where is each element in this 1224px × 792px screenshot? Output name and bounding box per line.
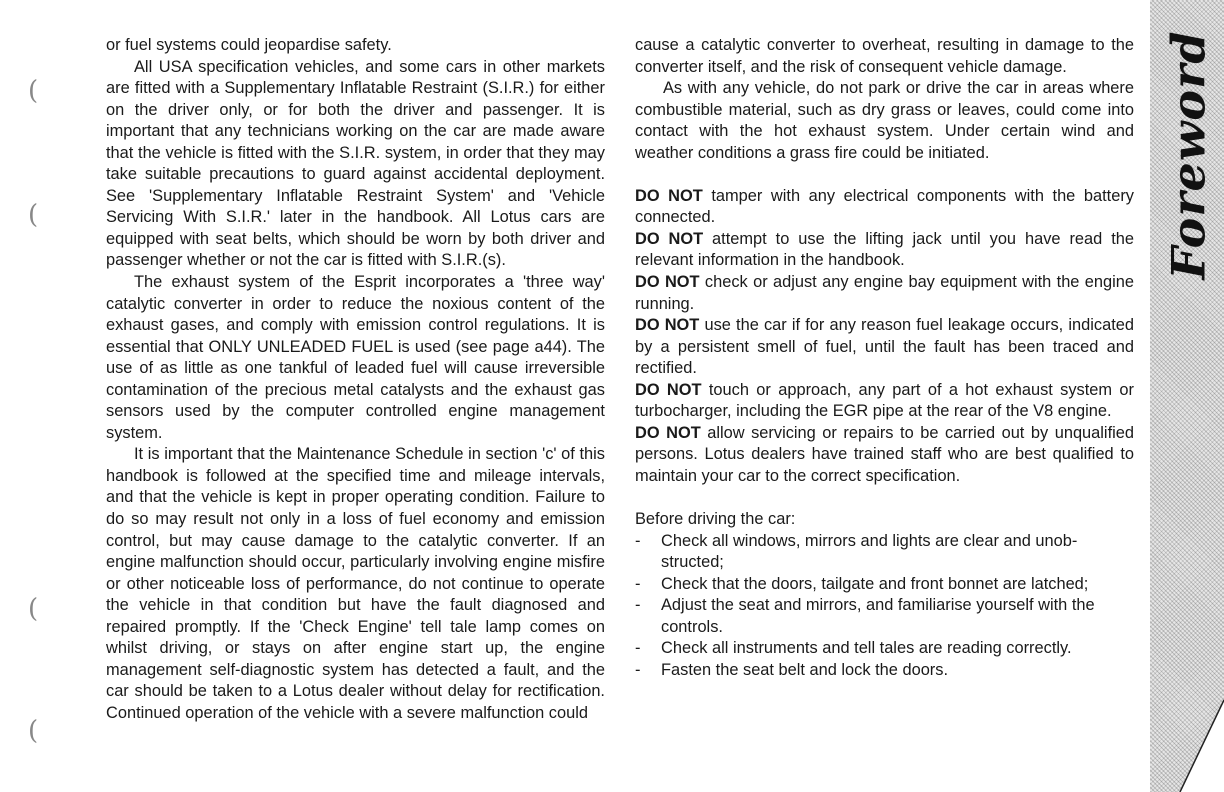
warning-item: DO NOT tamper with any electrical components with the battery connected. — [635, 186, 1134, 227]
paragraph-fire-risk: As with any vehicle, do not park or drive the car in areas where combustible material, such as dry grass or leaves, could come into contact with the hot exhaust system. Under certain wind and weather conditions a grass fire could be initiated. — [635, 79, 1134, 162]
binding-mark: ( — [28, 716, 39, 746]
paragraph-maintenance: It is important that the Maintenance Schedule in section 'c' of this handbook is followed at the specified time and mileage intervals, and that the vehicle is kept in proper operating condition. Failure to do so may result not only in a loss of fuel economy and emission control, but may cause damage to the catalytic converter. If an engine malfunction should occur, particularly involving engine misfire or other noticeable loss of performance, do not continue to operate the vehicle in that condition but have the fault diagnosed and repaired promptly. If the 'Check Engine' tell tale lamp comes on whilst driving, or stays on after engine start up, the engine management self-diagnostic system has detected a fault, and the car should be taken to a Lotus dealer without delay for rectification. Continued operation of the vehicle with a severe malfunction could — [106, 445, 605, 722]
warning-label: DO NOT — [635, 380, 702, 399]
checklist-item: - Check all windows, mirrors and lights are clear and unobstructed; — [635, 531, 1078, 572]
checklist-item: - Check all instruments and tell tales are reading correctly. — [635, 639, 1072, 658]
warning-item: DO NOT attempt to use the lifting jack until you have read the relevant information in the handbook. — [635, 229, 1134, 270]
checklist — [635, 531, 1134, 682]
paragraph-continuation: cause a catalytic converter to overheat, resulting in damage to the converter itself, and the risk of consequent vehicle damage. — [635, 36, 1134, 76]
warning-label: DO NOT — [635, 316, 700, 335]
right-column — [635, 35, 1134, 681]
checklist-item: - Adjust the seat and mirrors, and familiarise yourself with the controls. — [635, 596, 1095, 636]
binding-mark: ( — [28, 594, 39, 624]
warning-item: DO NOT allow servicing or repairs to be carried out by unqualified persons. Lotus dealers have trained staff who are best qualified to maintain your car to the correct specification. — [635, 423, 1135, 485]
section-tab[interactable] — [1150, 0, 1224, 792]
checklist-heading: Before driving the car: — [635, 510, 796, 529]
warnings-list — [635, 186, 1134, 488]
warning-item: DO NOT check or adjust any engine bay equipment with the engine running. — [635, 273, 1134, 313]
warning-label: DO NOT — [635, 229, 704, 248]
checklist-item: - Check that the doors, tailgate and front bonnet are latched; — [635, 574, 1089, 593]
paragraph-exhaust: The exhaust system of the Esprit incorporates a 'three way' catalytic converter in order to reduce the noxious content of the exhaust gases, and comply with emission control regulations. It is essential that ONLY UNLEADED FUEL is used (see page a44). The use of as little as one tankful of leaded fuel will cause irreversible contamination of the precious metal catalysts and the exhaust gas sensors used by the computer controlled engine management system. — [106, 273, 605, 442]
paragraph-sir: All USA specification vehicles, and some cars in other markets are fitted with a Supplementary Inflatable Restraint (S.I.R.) for either on the driver only, or for both the driver and passenger. It is important that any technicians working on the car are made aware that the vehicle is fitted with the S.I.R. system, in order that they may take suitable precautions to guard against accidental deployment. See 'Supplementary Inflatable Restraint System' and 'Vehicle Servicing With S.I.R.' later in the handbook. All Lotus cars are equipped with seat belts, which should be worn by both driver and passenger whether or not the car is fitted with S.I.R.(s). — [106, 57, 605, 270]
section-title-text: Foreword — [1161, 30, 1216, 280]
warning-item: DO NOT use the car if for any reason fuel leakage occurs, indicated by a persistent smell of fuel, until the fault has been traced and rectified. — [635, 316, 1134, 378]
warning-item: DO NOT touch or approach, any part of a hot exhaust system or turbocharger, including the EGR pipe at the rear of the V8 engine. — [635, 380, 1134, 421]
paragraph-continuation: or fuel systems could jeopardise safety. — [106, 36, 392, 54]
warning-label: DO NOT — [635, 423, 701, 442]
left-column — [106, 35, 605, 725]
warning-label: DO NOT — [635, 186, 703, 205]
binding-mark: ( — [28, 200, 39, 230]
section-title — [1158, 30, 1218, 280]
warning-label: DO NOT — [635, 273, 700, 292]
binding-mark: ( — [28, 76, 39, 106]
checklist-item: - Fasten the seat belt and lock the doors. — [635, 660, 949, 679]
